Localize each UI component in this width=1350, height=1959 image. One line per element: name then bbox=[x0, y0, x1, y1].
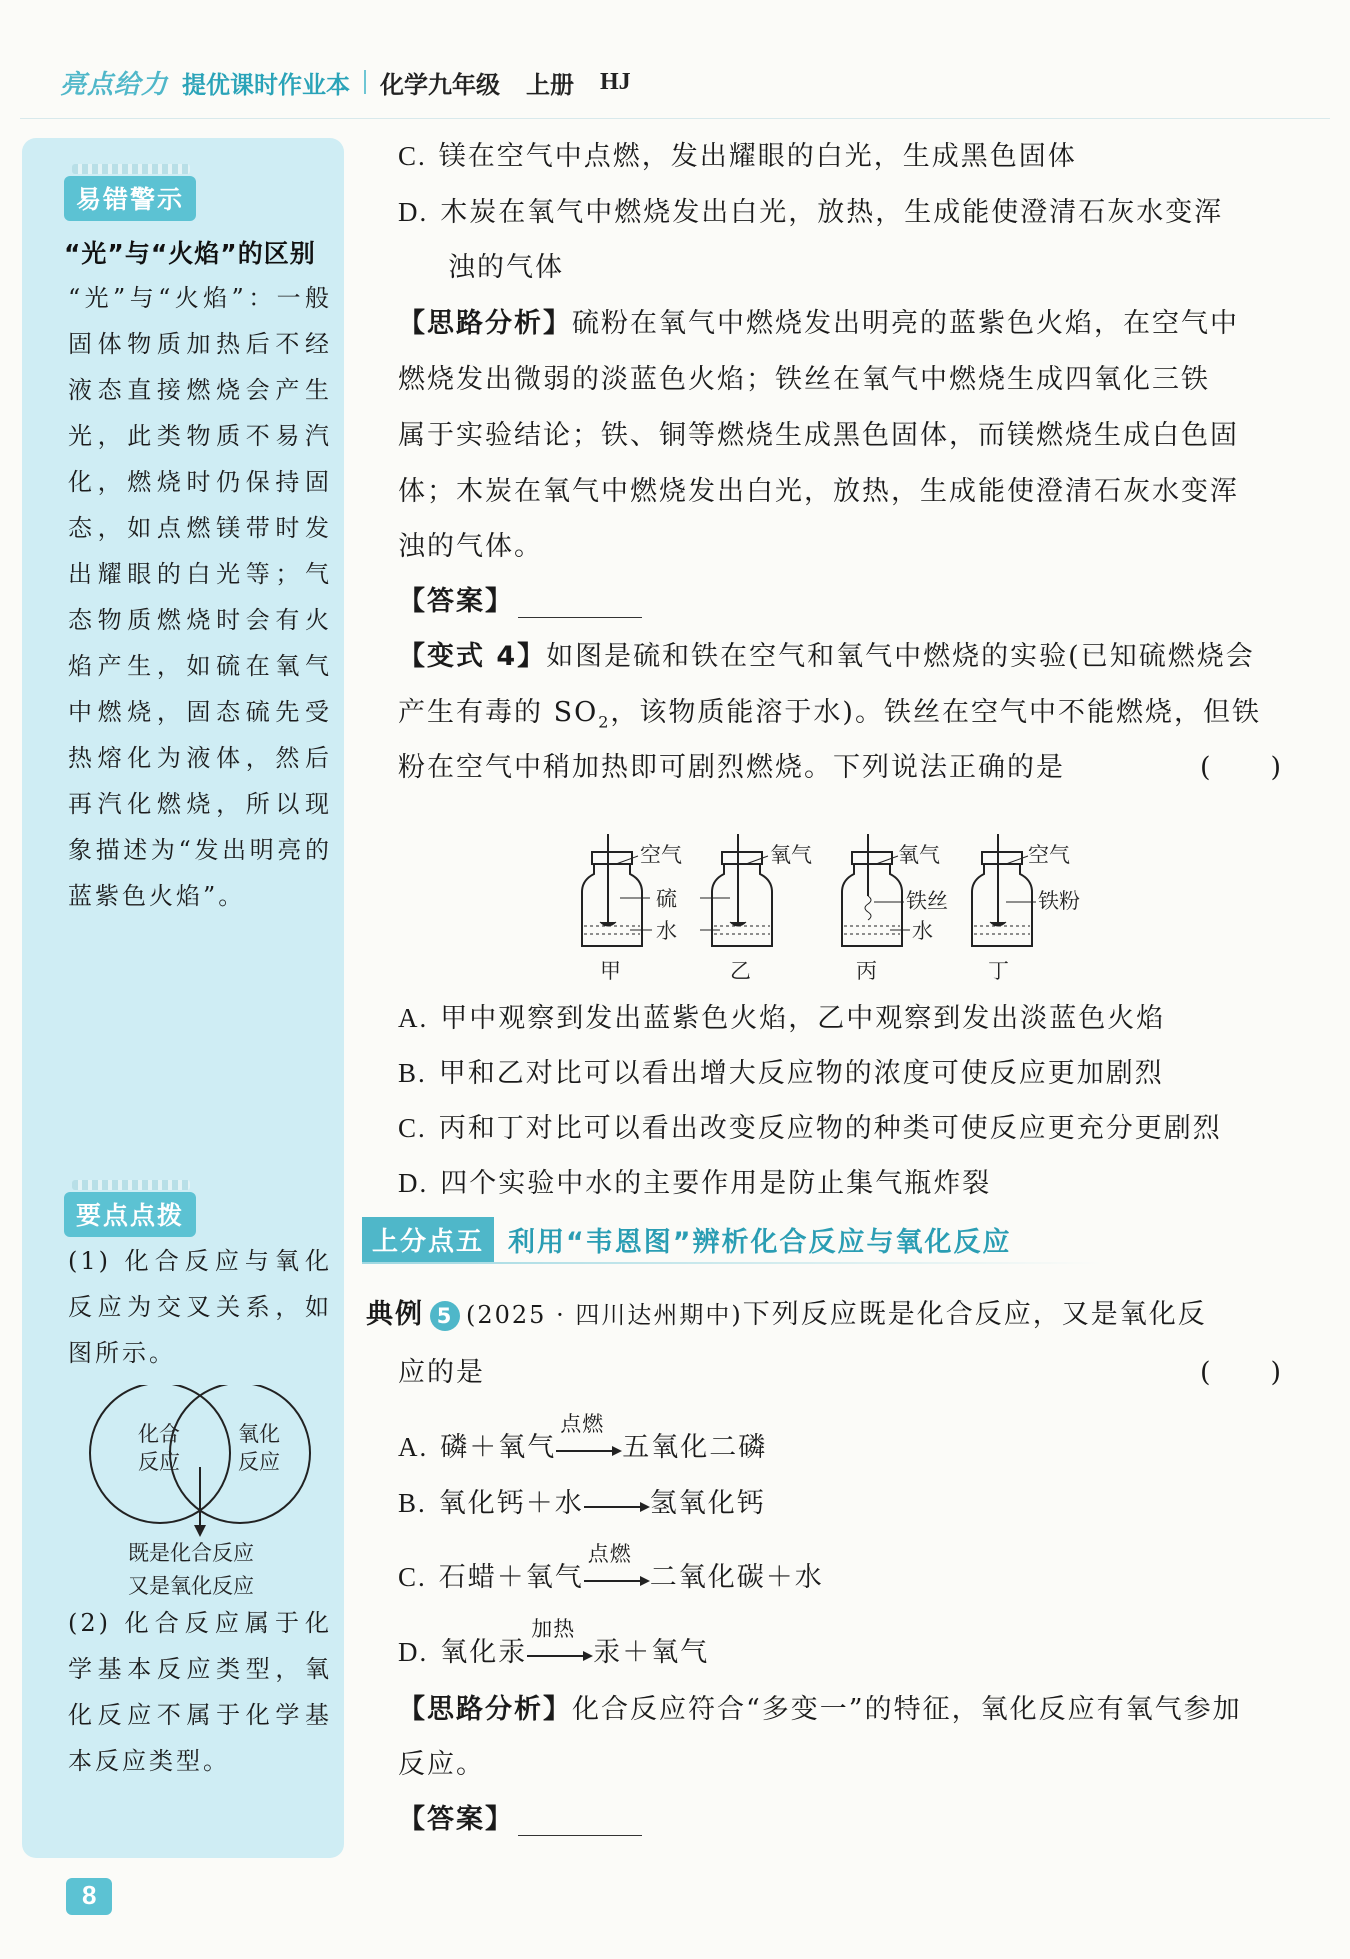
reaction-arrow bbox=[584, 1490, 650, 1520]
analysis-line-3: 属于实验结论；铁、铜等燃烧生成黑色固体，而镁燃烧生成白色固 bbox=[398, 420, 1239, 451]
variant4-line-2: 产生有毒的 $SO_2$，该物质能溶于水)。铁丝在空气中不能燃烧，但铁 bbox=[398, 697, 1261, 732]
venn-right-label-2: 反应 bbox=[238, 1450, 280, 1474]
header-divider bbox=[364, 70, 366, 94]
label-jia-gas: 空气 bbox=[640, 843, 682, 867]
label-iron-wire: 铁丝 bbox=[906, 889, 948, 913]
example5-option-b[interactable]: B. 氧化钙＋水 氢氧化钙 bbox=[398, 1488, 766, 1519]
reaction-arrow: 点燃 bbox=[556, 1434, 622, 1464]
caption-ding: 丁 bbox=[988, 959, 1009, 983]
venn-right-label-1: 氧化 bbox=[238, 1422, 280, 1446]
analysis-line-5: 浊的气体。 bbox=[398, 531, 543, 562]
key-point-1: (1) 化合反应与氧化反应为交叉关系，如图所示。 bbox=[68, 1247, 332, 1367]
example5-answer-paren[interactable]: ( ) bbox=[1200, 1357, 1284, 1388]
page-number: 8 bbox=[66, 1878, 112, 1915]
example5-line-1: 典例 5 (2025 · 四川达州期中)下列反应既是化合反应，又是氧化反 bbox=[366, 1299, 1207, 1330]
prev-option-d-cont: 浊的气体 bbox=[448, 252, 564, 283]
answer-blank[interactable] bbox=[518, 589, 642, 618]
variant4-option-c[interactable]: C. 丙和丁对比可以看出改变反应物的种类可使反应更充分更剧烈 bbox=[398, 1113, 1222, 1144]
venn-left-label-2: 反应 bbox=[138, 1450, 180, 1474]
prev-option-d: D. 木炭在氧气中燃烧发出白光，放热，生成能使澄清石灰水变浑 bbox=[398, 197, 1224, 228]
variant4-option-b[interactable]: B. 甲和乙对比可以看出增大反应物的浓度可使反应更加剧烈 bbox=[398, 1058, 1164, 1089]
key-point-2: (2) 化合反应属于化学基本反应类型，氧化反应不属于化学基本反应类型。 bbox=[68, 1609, 332, 1775]
key-points-tag: 要点点拨 bbox=[64, 1192, 196, 1237]
label-iron-powder: 铁粉 bbox=[1038, 889, 1080, 913]
label-water-2: 水 bbox=[912, 919, 933, 943]
reaction-arrow: 加热 bbox=[527, 1639, 593, 1669]
page-header bbox=[60, 58, 631, 106]
example5-answer: 【答案】 bbox=[398, 1797, 642, 1836]
label-bing-gas: 氧气 bbox=[898, 843, 940, 867]
example5-option-d[interactable]: D. 氧化汞 加热 汞＋氧气 bbox=[398, 1616, 710, 1668]
section-label: 上分点五 bbox=[362, 1217, 494, 1262]
answer-blank[interactable] bbox=[518, 1807, 642, 1836]
warning-title: “光”与“火焰”的区别 bbox=[64, 239, 316, 268]
example5-option-a[interactable]: A. 磷＋氧气 点燃 五氧化二磷 bbox=[398, 1411, 768, 1463]
label-ding-gas: 空气 bbox=[1028, 843, 1070, 867]
brand-logo: 亮点给力 bbox=[60, 69, 169, 100]
bottle-ding bbox=[972, 834, 1036, 946]
variant4-line-3: 粉在空气中稍加热即可剧烈燃烧。下列说法正确的是 bbox=[398, 752, 1065, 783]
venn-caption-1: 既是化合反应 bbox=[128, 1541, 254, 1565]
variant4-line-1: 【变式 4】如图是硫和铁在空气和氧气中燃烧的实验(已知硫燃烧会 bbox=[398, 641, 1255, 672]
subject-title: 化学九年级 bbox=[380, 70, 501, 99]
venn-caption-2: 又是氧化反应 bbox=[128, 1574, 254, 1598]
label-sulfur: 硫 bbox=[656, 887, 677, 911]
analysis-line-4: 体；木炭在氧气中燃烧发出白光，放热，生成能使澄清石灰水变浑 bbox=[398, 476, 1239, 507]
caption-jia: 甲 bbox=[600, 959, 621, 983]
example5-option-c[interactable]: C. 石蜡＋氧气 点燃 二氧化碳＋水 bbox=[398, 1541, 824, 1593]
label-yi-gas: 氧气 bbox=[770, 843, 812, 867]
variant4-answer-paren[interactable]: ( ) bbox=[1200, 752, 1284, 783]
volume-label: 上册 bbox=[526, 70, 575, 99]
header-rule bbox=[20, 118, 1330, 119]
edition-label: HJ bbox=[600, 68, 631, 95]
bottle-yi bbox=[700, 834, 772, 946]
example5-line-2: 应的是 bbox=[398, 1357, 485, 1388]
section-heading bbox=[362, 1218, 1012, 1260]
section-underline bbox=[362, 1262, 1102, 1264]
example5-analysis-1: 【思路分析】化合反应符合“多变一”的特征，氧化反应有氧气参加 bbox=[398, 1694, 1242, 1725]
example-number-badge: 5 bbox=[430, 1301, 460, 1331]
caption-bing: 丙 bbox=[856, 959, 877, 983]
variant4-option-d[interactable]: D. 四个实验中水的主要作用是防止集气瓶炸裂 bbox=[398, 1168, 992, 1199]
variant4-option-a[interactable]: A. 甲中观察到发出蓝紫色火焰，乙中观察到发出淡蓝色火焰 bbox=[398, 1003, 1166, 1034]
analysis-line-2: 燃烧发出微弱的淡蓝色火焰；铁丝在氧气中燃烧生成四氧化三铁 bbox=[398, 364, 1210, 395]
warning-tag: 易错警示 bbox=[64, 176, 196, 221]
caption-yi: 乙 bbox=[730, 959, 751, 983]
venn-diagram bbox=[70, 1385, 330, 1615]
warning-text: “光”与“火焰”：一般固体物质加热后不经液态直接燃烧会产生光，此类物质不易汽化，燃烧时仍保持固态，如点燃镁带时发出耀眼的白光等；气态物质燃烧时会有火焰产生，如硫在氧气中燃烧，固态硫先受热熔化为液体，然后再汽化燃烧，所以现象描述为“发出明亮的蓝紫色火焰”。 bbox=[68, 284, 332, 910]
series-title: 提优课时作业本 bbox=[182, 70, 351, 99]
example5-analysis-2: 反应。 bbox=[398, 1749, 485, 1780]
label-water-1: 水 bbox=[656, 919, 677, 943]
prev-option-c: C. 镁在空气中点燃，发出耀眼的白光，生成黑色固体 bbox=[398, 141, 1077, 172]
venn-left-label-1: 化合 bbox=[138, 1422, 180, 1446]
analysis-line-1: 【思路分析】硫粉在氧气中燃烧发出明亮的蓝紫色火焰，在空气中 bbox=[398, 308, 1239, 339]
experiment-figure bbox=[560, 826, 1120, 986]
section-title: 利用“韦恩图”辨析化合反应与氧化反应 bbox=[508, 1226, 1012, 1258]
reaction-arrow: 点燃 bbox=[584, 1564, 650, 1594]
prev-answer: 【答案】 bbox=[398, 579, 642, 618]
